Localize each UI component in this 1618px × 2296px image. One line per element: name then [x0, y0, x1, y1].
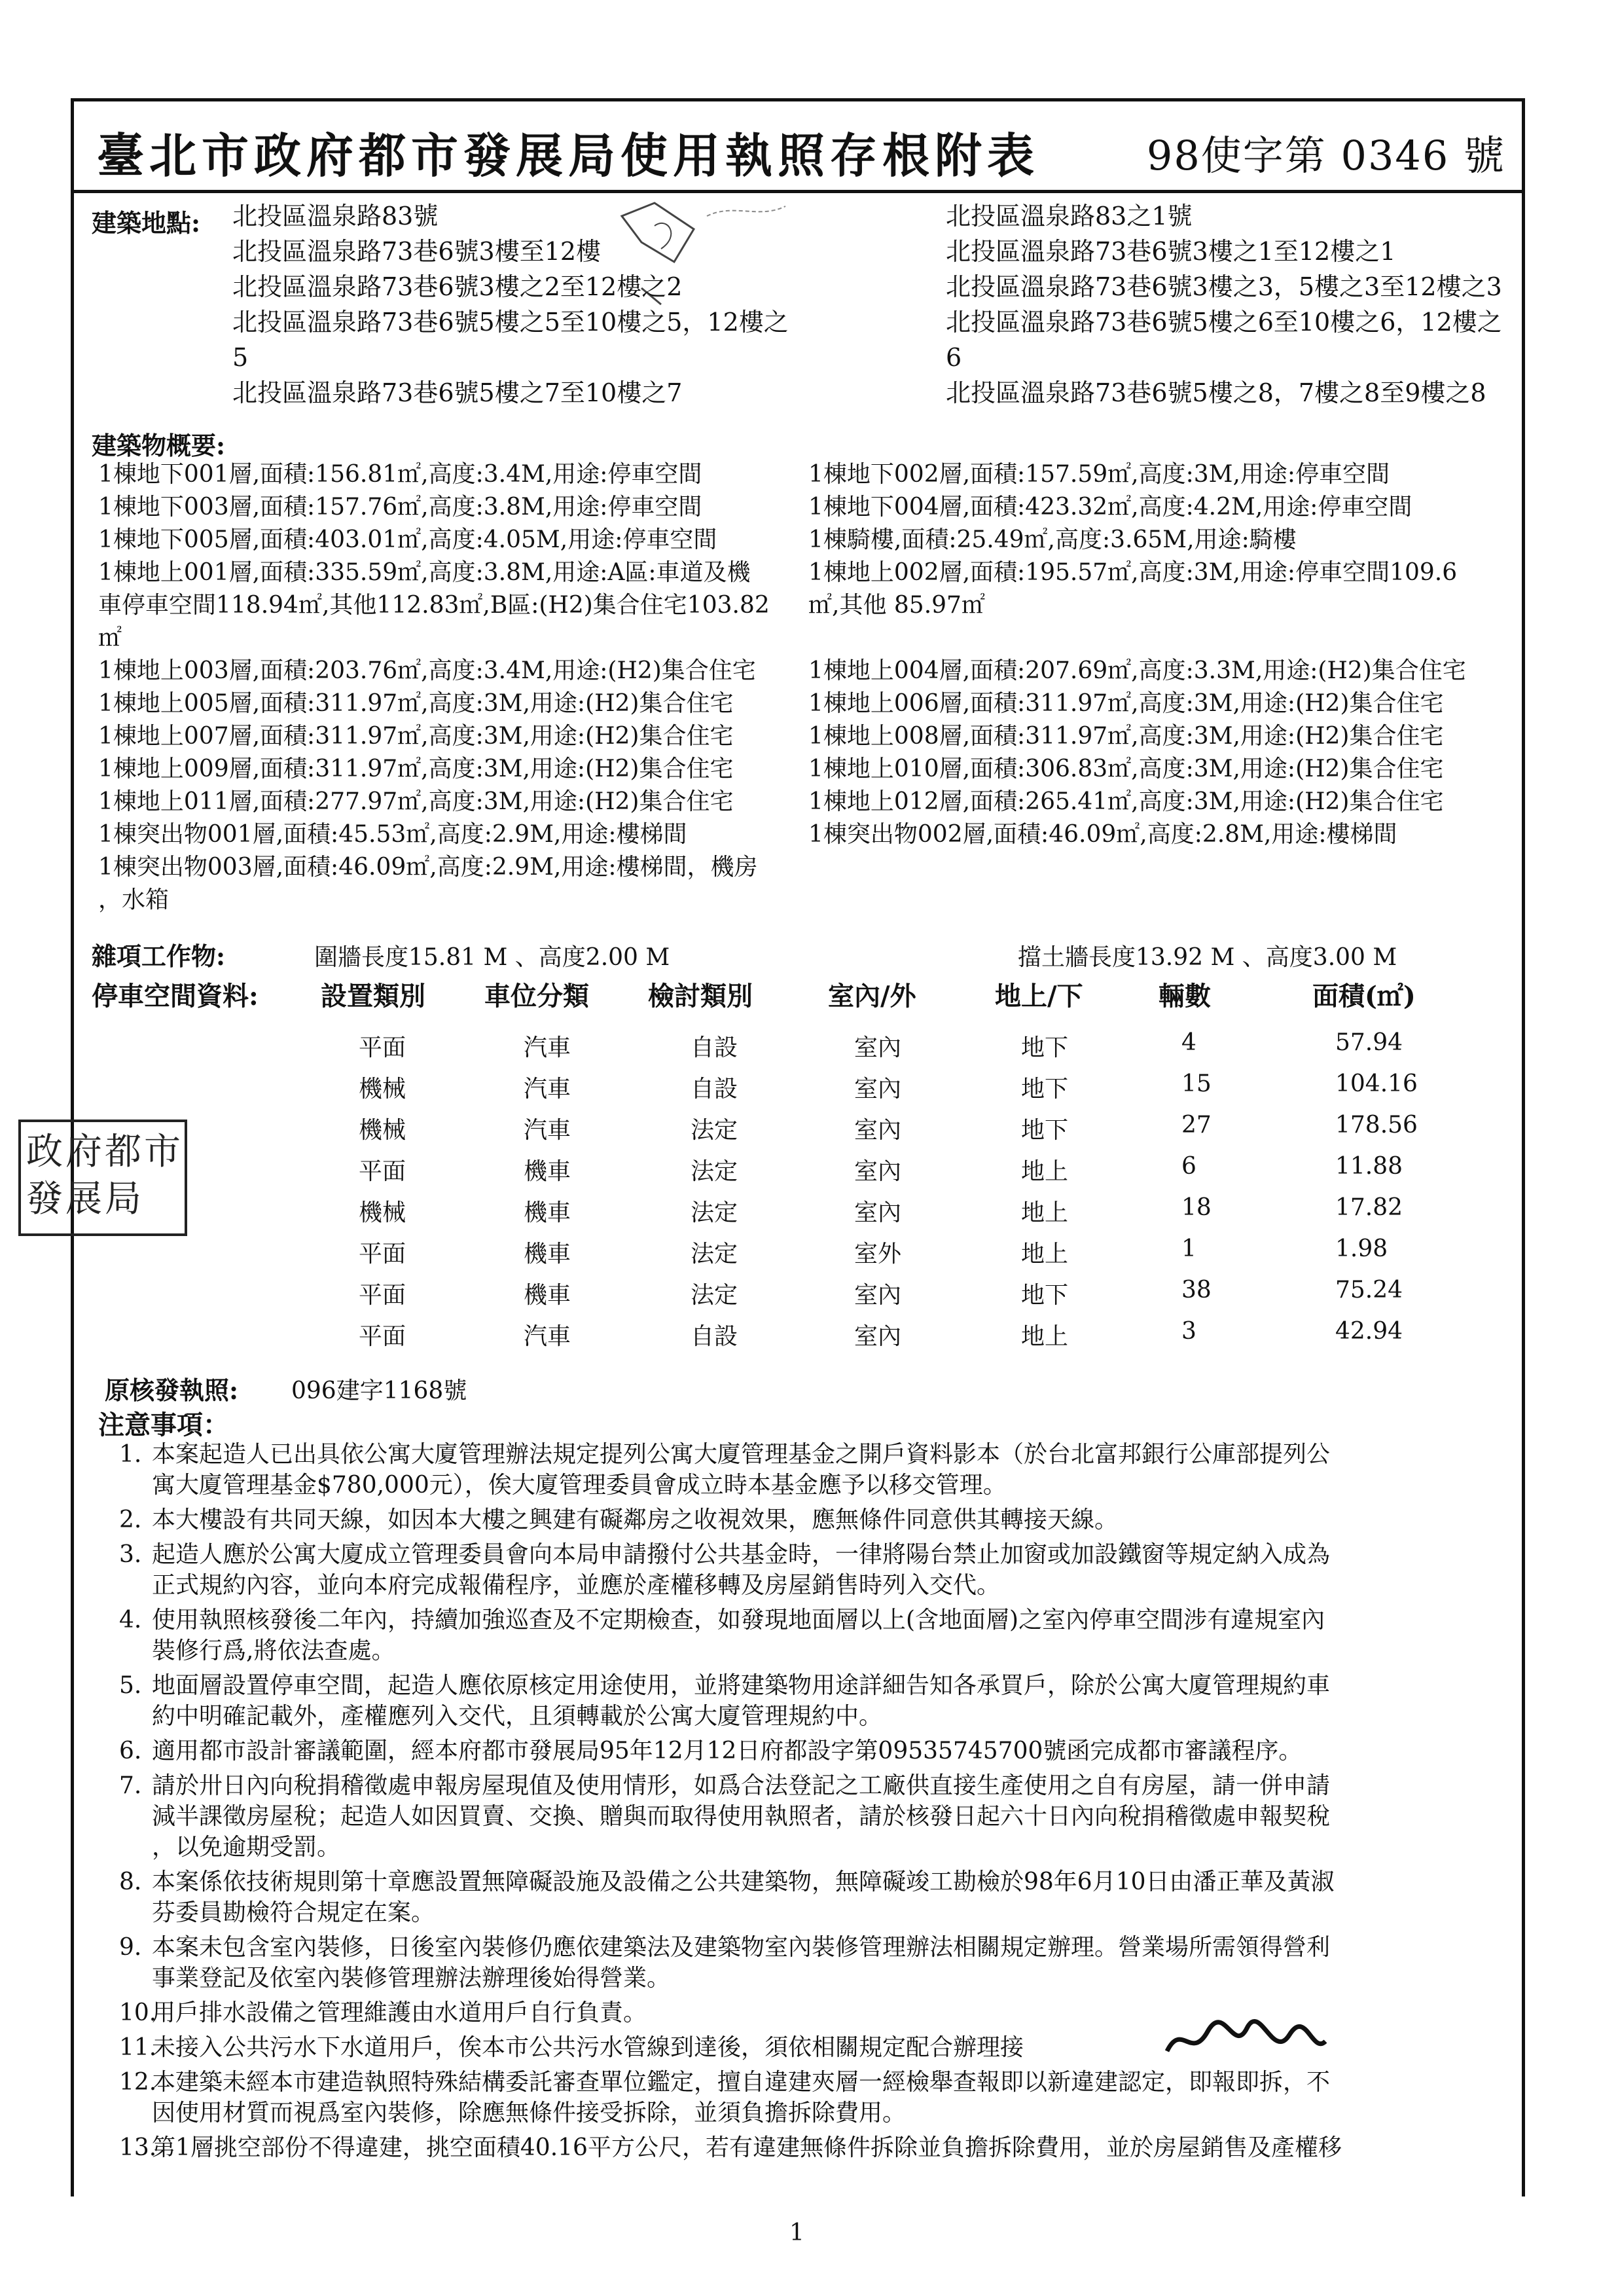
note-line: 適用都市設計審議範圍，經本府都市發展局95年12月12日府都設字第09535745700號函完成都市審議程序。: [152, 1738, 1303, 1764]
parking-header-cell: 輛數: [1159, 981, 1211, 1011]
note-number: 1.: [119, 1441, 142, 1468]
parking-header-cell: 檢討類別: [648, 981, 753, 1011]
overview-right-cell: 1棟地下002層,面積:157.59㎡,高度:3M,用途:停車空間: [808, 461, 1390, 488]
address-line-right: 北投區溫泉路73巷6號3樓之1至12樓之1: [946, 237, 1396, 266]
note-line: 約中明確記載外，產權應列入交代，且須轉載於公寓大廈管理規約中。: [152, 1703, 883, 1730]
overview-left-cell: ，水箱: [98, 886, 170, 913]
note-line: 本建築未經本市建造執照特殊結構委託審查單位鑑定，擅自違建夾層一經檢舉查報即以新違建認定，即報即拆，不: [152, 2069, 1331, 2096]
parking-cell: 3: [1181, 1318, 1196, 1345]
overview-right-cell: 1棟地上008層,面積:311.97㎡,高度:3M,用途:(H2)集合住宅: [808, 723, 1444, 750]
document-title: 臺北市政府都市發展局使用執照存根附表: [97, 128, 1040, 183]
parking-cell: 地下: [1021, 1282, 1069, 1309]
notes-label: 注意事項：: [98, 1410, 229, 1440]
address-label: 建築地點:: [92, 208, 201, 238]
note-line: 未接入公共污水下水道用戶，俟本市公共污水管線到達後，須依相關規定配合辦理接: [152, 2034, 1024, 2061]
overview-left-cell: 1棟地上009層,面積:311.97㎡,高度:3M,用途:(H2)集合住宅: [98, 756, 734, 782]
overview-label: 建築物概要:: [92, 431, 226, 460]
address-line-left: 5: [232, 343, 249, 372]
parking-header-cell: 車位分類: [484, 981, 589, 1011]
parking-cell: 57.94: [1335, 1029, 1403, 1056]
parking-cell: 38: [1181, 1277, 1212, 1303]
parking-cell: 法定: [691, 1282, 738, 1309]
overview-right-cell: 1棟地上004層,面積:207.69㎡,高度:3.3M,用途:(H2)集合住宅: [808, 657, 1466, 684]
parking-header-cell: 設置類別: [321, 981, 425, 1011]
overview-right-cell: 1棟地上012層,面積:265.41㎡,高度:3M,用途:(H2)集合住宅: [808, 788, 1444, 815]
parking-cell: 法定: [691, 1117, 738, 1144]
note-line: 本案係依技術規則第十章應設置無障礙設施及設備之公共建築物，無障礙竣工勘檢於98年6月10日由潘正華及黃淑: [152, 1868, 1335, 1895]
parking-cell: 室內: [854, 1076, 902, 1102]
original-license-value: 096建字1168號: [291, 1377, 467, 1404]
parking-cell: 6: [1181, 1153, 1196, 1180]
overview-right-cell: [808, 622, 1535, 655]
overview-left-cell: 1棟突出物001層,面積:45.53㎡,高度:2.9M,用途:樓梯間: [98, 821, 687, 848]
overview-table: [98, 458, 1535, 917]
parking-cell: 法定: [691, 1241, 738, 1267]
address-line-left: 北投區溫泉路83號: [232, 202, 439, 230]
overview-row: [98, 818, 1535, 851]
overview-row: [98, 458, 1535, 491]
overview-left-cell: 1棟地上011層,面積:277.97㎡,高度:3M,用途:(H2)集合住宅: [98, 788, 734, 815]
parking-cell: 27: [1181, 1112, 1212, 1139]
overview-right-cell: 1棟地上002層,面積:195.57㎡,高度:3M,用途:停車空間109.6: [808, 559, 1458, 586]
overview-left-cell: 1棟地下003層,面積:157.76㎡,高度:3.8M,用途:停車空間: [98, 494, 702, 520]
note-line: ，以免逾期受罰。: [152, 1834, 341, 1861]
parking-cell: 機械: [359, 1117, 406, 1144]
overview-right-cell: 1棟地下004層,面積:423.32㎡,高度:4.2M,用途:停車空間: [808, 494, 1412, 520]
stamp-line: 發展局: [26, 1178, 144, 1220]
overview-left-cell: 1棟地上001層,面積:335.59㎡,高度:3.8M,用途:A區:車道及機: [98, 559, 751, 586]
parking-cell: 機車: [524, 1199, 571, 1226]
note-number: 10.: [119, 1999, 157, 2026]
address-line-right: 北投區溫泉路83之1號: [946, 202, 1193, 230]
parking-cell: 汽車: [524, 1323, 571, 1350]
parking-cell: 自設: [691, 1076, 738, 1102]
note-line: 起造人應於公寓大廈成立管理委員會向本局申請撥付公共基金時，一律將陽台禁止加窗或加設鐵窗等規定納入成為: [152, 1541, 1331, 1568]
note-item: [119, 1539, 1525, 1601]
note-item: [119, 1736, 1525, 1766]
note-item: [119, 2067, 1525, 2128]
parking-cell: 11.88: [1335, 1153, 1403, 1180]
address-right-column: [946, 198, 1502, 410]
note-line: 使用執照核發後二年內，持續加強巡查及不定期檢查，如發現地面層以上(含地面層)之室內停車空間涉有違規室內: [152, 1607, 1325, 1633]
parking-cell: 平面: [359, 1323, 406, 1350]
overview-left-cell: 1棟地下001層,面積:156.81㎡,高度:3.4M,用途:停車空間: [98, 461, 702, 488]
parking-cell: 室內: [854, 1199, 902, 1226]
address-line-right: 北投區溫泉路73巷6號5樓之8，7樓之8至9樓之8: [946, 378, 1486, 407]
note-item: [119, 1439, 1525, 1501]
address-left-column: [232, 198, 789, 410]
parking-cell: 平面: [359, 1282, 406, 1309]
official-stamp: [18, 1120, 187, 1236]
parking-cell: 機械: [359, 1076, 406, 1102]
parking-cell: 室內: [854, 1117, 902, 1144]
note-item: [119, 1605, 1525, 1666]
address-line-right: 北投區溫泉路73巷6號5樓之6至10樓之6，12樓之: [946, 308, 1502, 337]
parking-cell: 汽車: [524, 1076, 571, 1102]
parking-cell: 104.16: [1335, 1070, 1418, 1097]
note-line: 地面層設置停車空間，起造人應依原核定用途使用，並將建築物用途詳細告知各承買戶，除於公寓大廈管理規約車: [152, 1672, 1331, 1699]
overview-row: [98, 524, 1535, 556]
note-number: 13.: [119, 2134, 157, 2161]
overview-right-cell: 1棟地上006層,面積:311.97㎡,高度:3M,用途:(H2)集合住宅: [808, 690, 1444, 717]
overview-left-cell: 1棟地上003層,面積:203.76㎡,高度:3.4M,用途:(H2)集合住宅: [98, 657, 756, 684]
stamp-line: 政府都市: [26, 1131, 183, 1173]
note-item: [119, 1932, 1525, 1994]
overview-row: [98, 884, 1535, 917]
parking-cell: 自設: [691, 1034, 738, 1061]
address-line-left: 北投區溫泉路73巷6號3樓之2至12樓之2: [232, 272, 683, 301]
parking-cell: 汽車: [524, 1117, 571, 1144]
overview-row: [98, 556, 1535, 589]
note-line: 請於卅日內向稅捐稽徵處申報房屋現值及使用情形，如爲合法登記之工廠供直接生產使用之自有房屋，請一併申請: [152, 1772, 1331, 1799]
overview-row: [98, 622, 1535, 655]
note-number: 4.: [119, 1607, 142, 1633]
overview-row: [98, 589, 1535, 622]
note-line: 用戶排水設備之管理維護由水道用戶自行負責。: [152, 1999, 647, 2026]
overview-row: [98, 655, 1535, 687]
handwritten-signature: [1162, 2015, 1332, 2076]
overview-left-cell: 1棟地下005層,面積:403.01㎡,高度:4.05M,用途:停車空間: [98, 526, 717, 553]
parking-cell: 機車: [524, 1282, 571, 1309]
note-number: 8.: [119, 1868, 142, 1895]
overview-row: [98, 753, 1535, 786]
parking-cell: 平面: [359, 1034, 406, 1061]
parking-cell: 室內: [854, 1282, 902, 1309]
overview-right-cell: 1棟突出物002層,面積:46.09㎡,高度:2.8M,用途:樓梯間: [808, 821, 1397, 848]
overview-row: [98, 720, 1535, 753]
note-line: 因使用材質而視爲室內裝修，除應無條件接受拆除，並須負擔拆除費用。: [152, 2100, 907, 2126]
parking-cell: 地上: [1021, 1323, 1069, 1350]
overview-row: [98, 687, 1535, 720]
parking-cell: 75.24: [1335, 1277, 1403, 1303]
parking-cell: 18: [1181, 1194, 1212, 1221]
overview-right-cell: ㎡,其他 85.97㎡: [808, 592, 985, 619]
note-line: 事業登記及依室內裝修管理辦法辦理後始得營業。: [152, 1965, 671, 1992]
overview-left-cell: 1棟地上007層,面積:311.97㎡,高度:3M,用途:(H2)集合住宅: [98, 723, 734, 750]
overview-right-cell: 1棟地上010層,面積:306.83㎡,高度:3M,用途:(H2)集合住宅: [808, 756, 1444, 782]
page-number: 1: [789, 2219, 804, 2246]
note-item: [119, 1867, 1525, 1928]
parking-cell: 地下: [1021, 1117, 1069, 1144]
note-line: 本案未包含室內裝修，日後室內裝修仍應依建築法及建築物室內裝修管理辦法相關規定辦理。營業場所需領得營利: [152, 1934, 1331, 1961]
note-line: 本案起造人已出具依公寓大廈管理辦法規定提列公寓大廈管理基金之開戶資料影本（於台北富邦銀行公庫部提列公: [152, 1441, 1331, 1468]
parking-cell: 機車: [524, 1241, 571, 1267]
parking-cell: 機械: [359, 1199, 406, 1226]
document-number: 98使字第 0346 號: [1146, 132, 1505, 179]
note-number: 5.: [119, 1672, 142, 1699]
note-line: 寓大廈管理基金$780,000元），俟大廈管理委員會成立時本基金應予以移交管理。: [152, 1472, 1007, 1499]
note-item: [119, 1670, 1525, 1732]
parking-cell: 機車: [524, 1158, 571, 1185]
parking-cell: 地下: [1021, 1034, 1069, 1061]
parking-header-cell: 室內/外: [828, 981, 916, 1011]
parking-cell: 室外: [854, 1241, 902, 1267]
overview-row: [98, 851, 1535, 884]
note-number: 7.: [119, 1772, 142, 1799]
parking-cell: 15: [1181, 1070, 1212, 1097]
overview-right-cell: [808, 884, 1535, 917]
address-line-right: 北投區溫泉路73巷6號3樓之3，5樓之3至12樓之3: [946, 272, 1502, 301]
overview-right-cell: [808, 851, 1535, 884]
original-license-label: 原核發執照:: [105, 1376, 239, 1405]
address-line-left: 北投區溫泉路73巷6號5樓之5至10樓之5，12樓之: [232, 308, 789, 337]
misc-retaining-wall: 擋土牆長度13.92 M 、高度3.00 M: [1018, 944, 1397, 971]
overview-row: [98, 786, 1535, 818]
parking-cell: 法定: [691, 1158, 738, 1185]
note-item: [119, 1504, 1525, 1535]
overview-left-cell: ㎡: [98, 625, 122, 651]
parking-cell: 平面: [359, 1158, 406, 1185]
parking-label: 停車空間資料:: [92, 981, 259, 1011]
note-number: 11.: [119, 2034, 157, 2061]
note-number: 3.: [119, 1541, 142, 1568]
parking-cell: 汽車: [524, 1034, 571, 1061]
title-row: [71, 98, 1525, 193]
address-line-left: 北投區溫泉路73巷6號3樓至12樓: [232, 237, 602, 266]
note-number: 9.: [119, 1934, 142, 1961]
misc-label: 雜項工作物:: [92, 941, 226, 971]
parking-cell: 1.98: [1335, 1235, 1388, 1262]
note-line: 裝修行爲,將依法查處。: [152, 1637, 395, 1664]
parking-cell: 平面: [359, 1241, 406, 1267]
note-line: 減半課徵房屋稅；起造人如因買賣、交換、贈與而取得使用執照者，請於核發日起六十日內向稅捐稽徵處申報契稅: [152, 1803, 1331, 1830]
note-item: [119, 2132, 1525, 2163]
note-line: 芬委員勘檢符合規定在案。: [152, 1899, 435, 1926]
overview-right-cell: 1棟騎樓,面積:25.49㎡,高度:3.65M,用途:騎樓: [808, 526, 1297, 553]
overview-left-cell: 1棟地上005層,面積:311.97㎡,高度:3M,用途:(H2)集合住宅: [98, 690, 734, 717]
parking-cell: 法定: [691, 1199, 738, 1226]
parking-cell: 地上: [1021, 1241, 1069, 1267]
parking-header-cell: 面積(㎡): [1312, 981, 1416, 1011]
parking-cell: 地上: [1021, 1158, 1069, 1185]
parking-cell: 地下: [1021, 1076, 1069, 1102]
note-number: 2.: [119, 1506, 142, 1533]
note-line: 正式規約內容，並向本府完成報備程序，並應於產權移轉及房屋銷售時列入交代。: [152, 1572, 1001, 1599]
address-line-right: 6: [946, 343, 962, 372]
note-number: 12.: [119, 2069, 157, 2096]
parking-cell: 地上: [1021, 1199, 1069, 1226]
address-line-left: 北投區溫泉路73巷6號5樓之7至10樓之7: [232, 378, 683, 407]
note-item: [119, 1770, 1525, 1863]
misc-wall: 圍牆長度15.81 M 、高度2.00 M: [314, 944, 670, 971]
parking-cell: 42.94: [1335, 1318, 1403, 1345]
parking-cell: 4: [1181, 1029, 1196, 1056]
parking-cell: 17.82: [1335, 1194, 1403, 1221]
note-line: 本大樓設有共同天線，如因本大樓之興建有礙鄰房之收視效果，應無條件同意供其轉接天線。: [152, 1506, 1119, 1533]
parking-cell: 室內: [854, 1323, 902, 1350]
parking-cell: 室內: [854, 1158, 902, 1185]
note-number: 6.: [119, 1738, 142, 1764]
parking-cell: 178.56: [1335, 1112, 1418, 1139]
parking-cell: 自設: [691, 1323, 738, 1350]
overview-left-cell: 1棟突出物003層,面積:46.09㎡,高度:2.9M,用途:樓梯間，機房: [98, 854, 758, 881]
overview-row: [98, 491, 1535, 524]
parking-header-cell: 地上/下: [995, 981, 1083, 1011]
overview-left-cell: 車停車空間118.94㎡,其他112.83㎡,B區:(H2)集合住宅103.82: [98, 592, 770, 619]
parking-cell: 室內: [854, 1034, 902, 1061]
note-line: 第1層挑空部份不得違建，挑空面積40.16平方公尺，若有違建無條件拆除並負擔拆除費用，並於房屋銷售及產權移: [152, 2134, 1342, 2161]
parking-cell: 1: [1181, 1235, 1196, 1262]
